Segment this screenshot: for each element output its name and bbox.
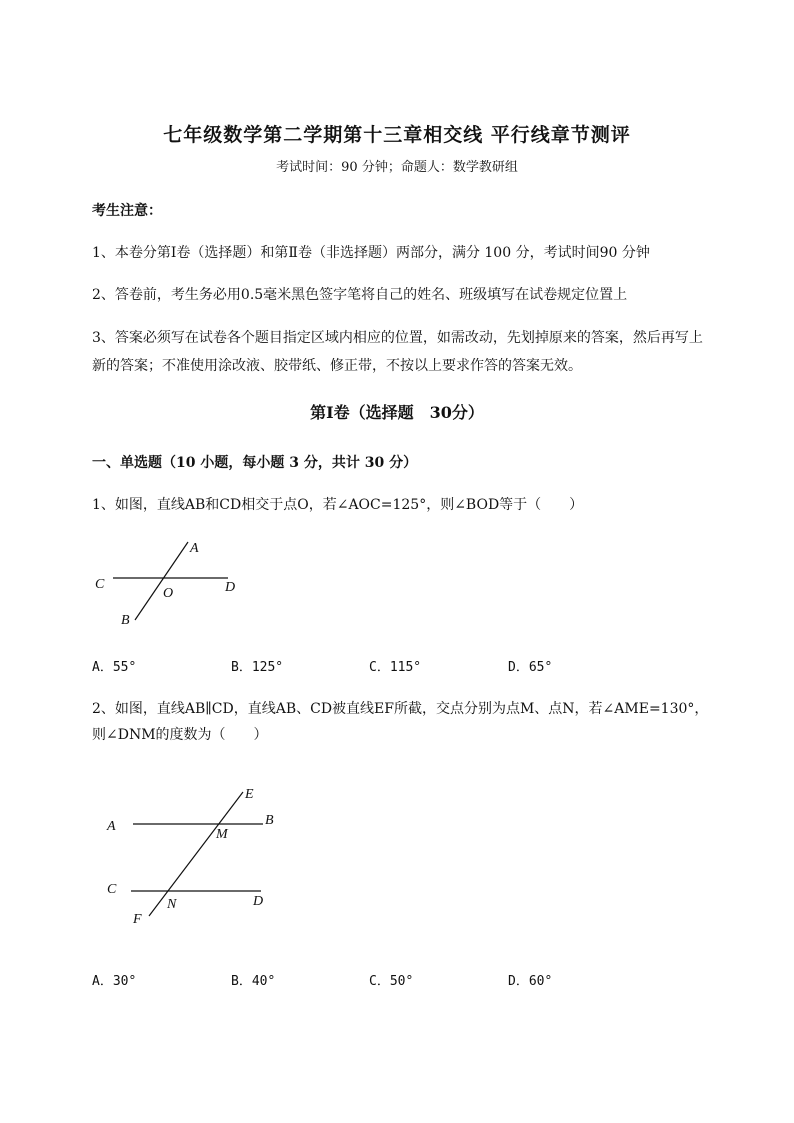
section-title: 第Ⅰ卷（选择题 30分） [310,403,484,422]
page-title: 七年级数学第二学期第十三章相交线 平行线章节测评 [163,124,631,146]
label-c: C [95,577,105,592]
notice-item-3: 3、答案必须写在试卷各个题目指定区域内相应的位置，如需改动，先划掉原来的答案，然后再写上新的答案；不准使用涂改液、胶带纸、修正带，不按以上要求作答的答案无效。 [92,330,703,374]
question-2-option-c[interactable]: C．50° [369,974,414,989]
label-a: A [190,541,199,556]
line-ef [149,792,243,916]
label-b: B [265,813,274,828]
label-d: D [225,580,236,595]
label-e: E [245,787,254,802]
question-1-stem: 1、如图，直线AB和CD相交于点O，若∠AOC=125°，则∠BOD等于（ ） [92,497,584,513]
label-m: M [216,827,228,842]
part-heading: 一、单选题（10 小题，每小题 3 分，共计 30 分） [92,455,418,471]
exam-info: 考试时间：90 分钟；命题人：数学教研组 [276,160,518,175]
question-1-option-c[interactable]: C．115° [369,660,422,675]
line-ab [135,542,188,620]
label-o: O [163,586,174,601]
question-1-option-d[interactable]: D．65° [508,660,553,675]
label-f: F [133,912,142,927]
question-2-figure [95,775,295,935]
question-2-stem: 2、如图，直线AB∥CD，直线AB、CD被直线EF所截，交点分别为点M、点N，若∠AME=130°，则∠DNM的度数为（ ） [92,701,709,743]
question-2-option-a[interactable]: A．30° [92,974,137,989]
label-d: D [253,894,264,909]
question-1-option-b[interactable]: B．125° [231,660,284,675]
label-n: N [167,897,177,912]
question-1-option-a[interactable]: A．55° [92,660,137,675]
label-a: A [107,819,116,834]
question-2-option-b[interactable]: B．40° [231,974,276,989]
notice-item-2: 2、答卷前，考生务必用0.5毫米黑色签字笔将自己的姓名、班级填写在试卷规定位置上 [92,287,628,303]
notice-heading: 考生注意： [92,203,162,219]
label-c: C [107,882,117,897]
question-2-option-d[interactable]: D．60° [508,974,553,989]
question-1-figure [80,530,280,640]
label-b: B [121,613,130,628]
notice-item-1: 1、本卷分第Ⅰ卷（选择题）和第Ⅱ卷（非选择题）两部分，满分 100 分，考试时间90 分钟 [92,245,650,261]
